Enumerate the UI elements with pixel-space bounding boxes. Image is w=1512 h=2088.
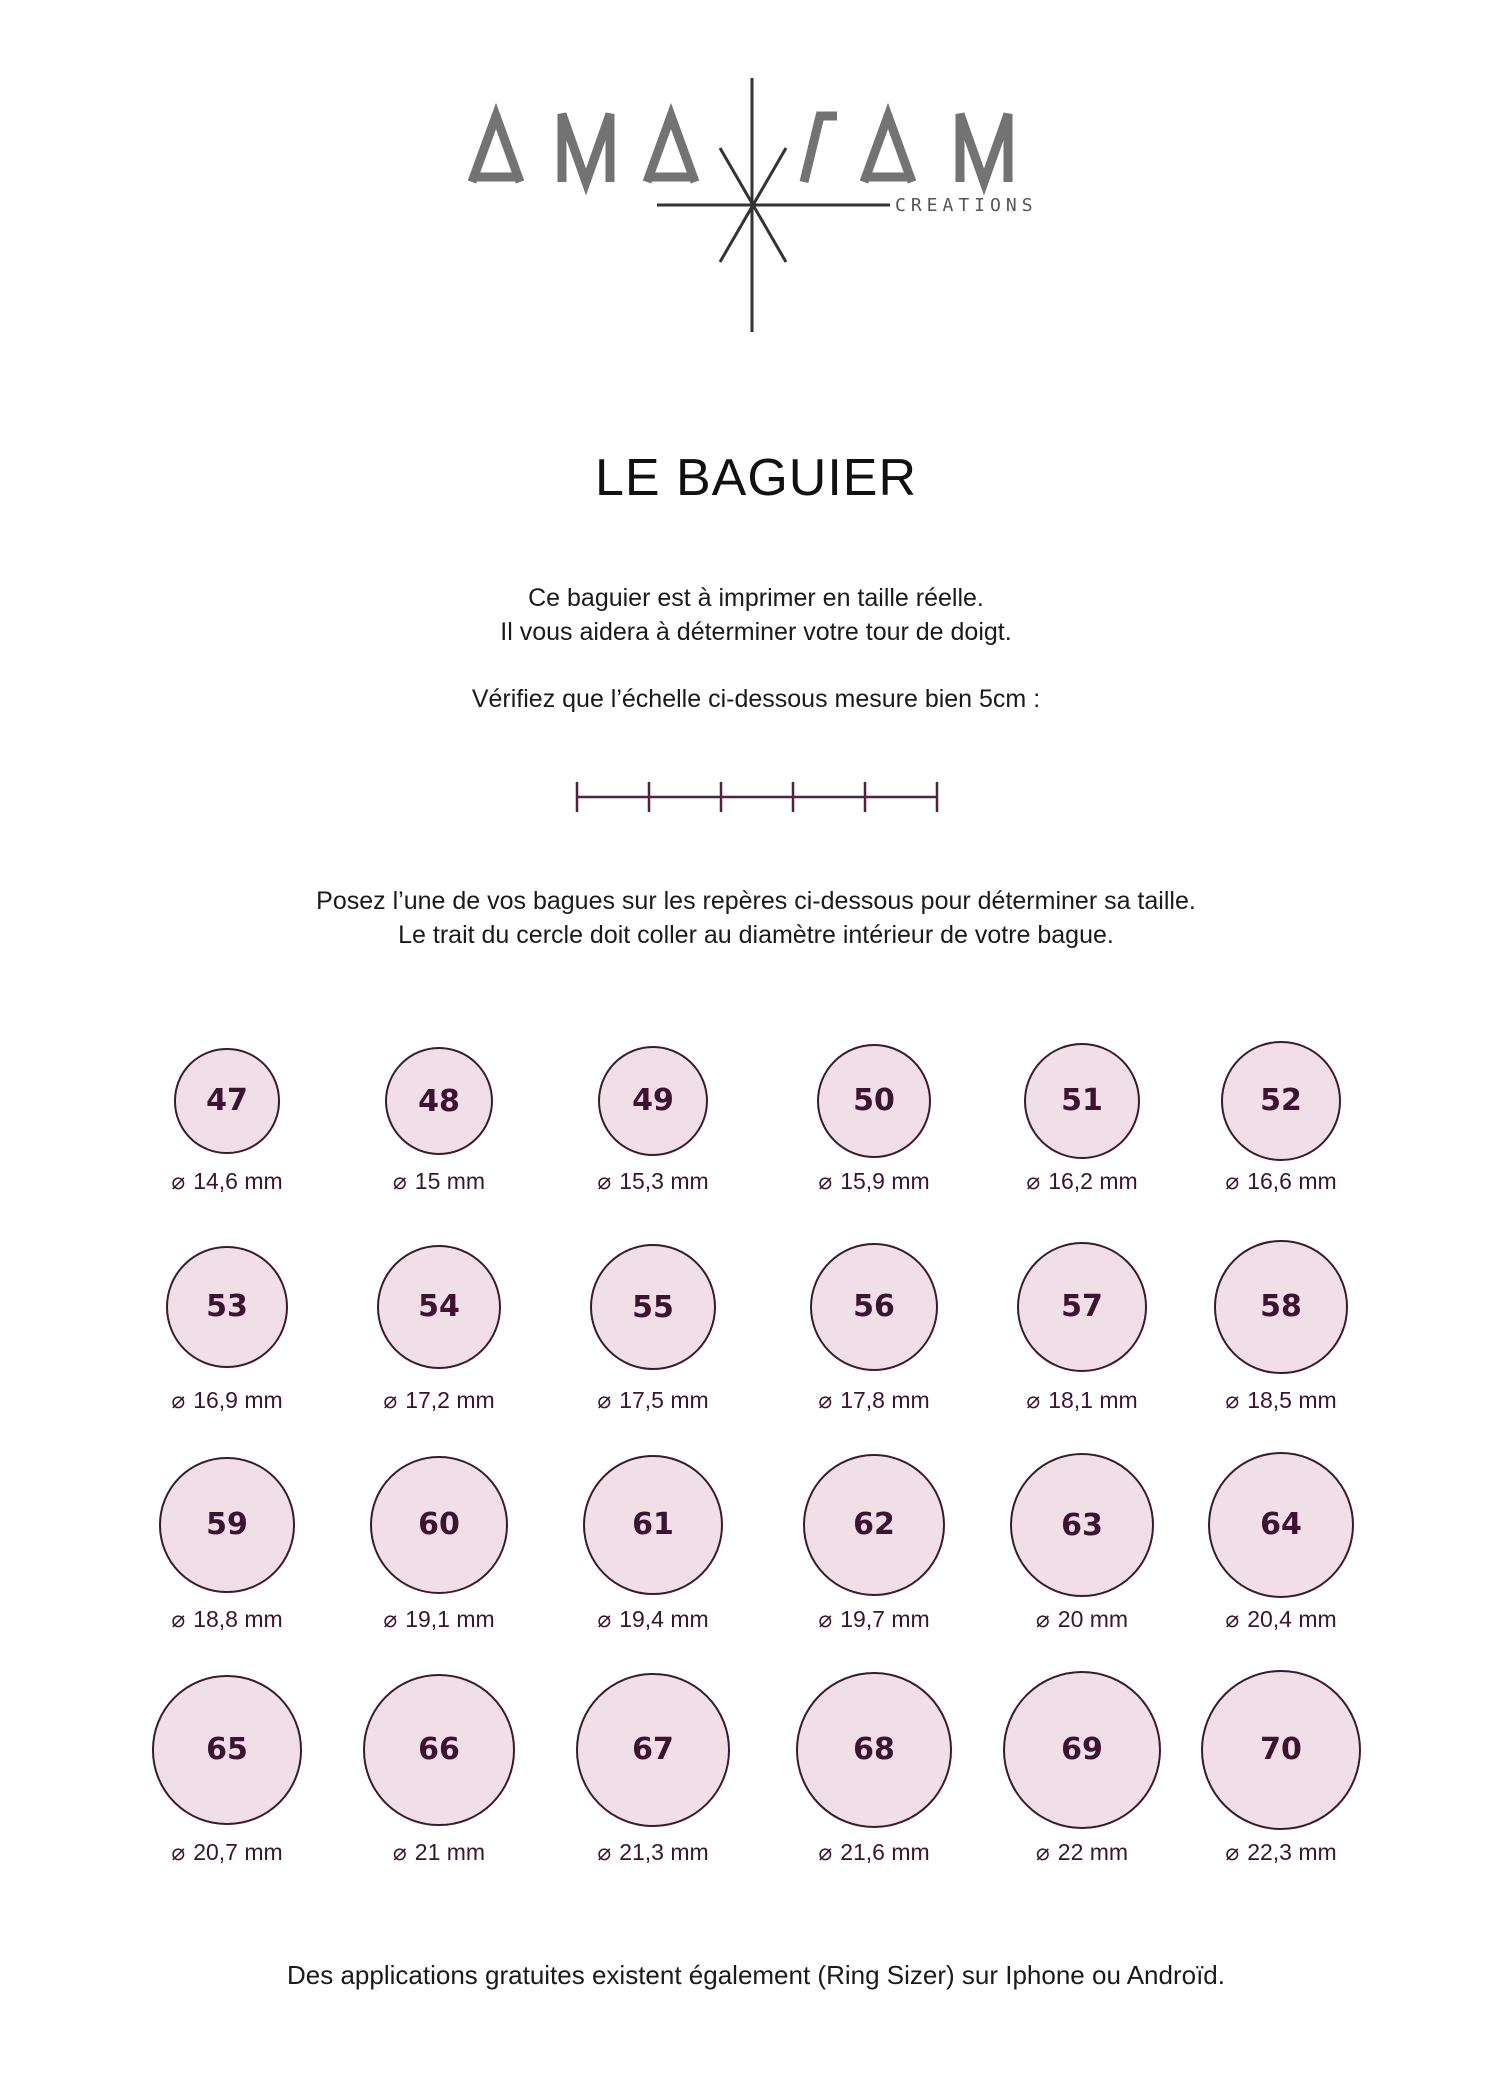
ring-diameter-label: [339, 1606, 539, 1633]
diameter-icon: ⌀: [1225, 1168, 1240, 1194]
ring-diameter-value: 18,1 mm: [1048, 1387, 1138, 1413]
diameter-icon: ⌀: [818, 1839, 833, 1865]
ring-diameter-label: [339, 1168, 539, 1195]
ring-diameter-value: 22,3 mm: [1247, 1839, 1337, 1865]
diameter-icon: ⌀: [1225, 1387, 1240, 1413]
diameter-icon: ⌀: [1225, 1839, 1240, 1865]
ring-diameter-label: [1181, 1606, 1381, 1633]
diameter-icon: ⌀: [392, 1839, 407, 1865]
ring-size-65: 65: [152, 1675, 301, 1824]
ring-size-62: 62: [803, 1454, 945, 1596]
ring-diameter-label: [553, 1839, 753, 1866]
diameter-icon: ⌀: [171, 1168, 186, 1194]
ring-diameter-value: 19,1 mm: [405, 1606, 495, 1632]
ring-diameter-label: [982, 1168, 1182, 1195]
ring-size-59: 59: [159, 1457, 294, 1592]
diameter-icon: ⌀: [1035, 1606, 1050, 1632]
ring-diameter-label: [339, 1839, 539, 1866]
ring-size-63: 63: [1010, 1453, 1154, 1597]
diameter-icon: ⌀: [392, 1168, 407, 1194]
logo-tagline: CREATIONS: [895, 195, 1038, 216]
ring-size-57: 57: [1017, 1242, 1147, 1372]
ring-diameter-label: [1181, 1168, 1381, 1195]
ring-diameter-label: [1181, 1839, 1381, 1866]
ring-size-67: 67: [576, 1673, 729, 1826]
ring-diameter-label: [553, 1387, 753, 1414]
ring-diameter-value: 20,4 mm: [1247, 1606, 1337, 1632]
ring-size-64: 64: [1208, 1452, 1355, 1599]
ring-diameter-value: 15,9 mm: [840, 1168, 930, 1194]
ring-size-61: 61: [583, 1455, 723, 1595]
intro-line-1: Ce baguier est à imprimer en taille réelle.: [528, 584, 984, 612]
diameter-icon: ⌀: [818, 1168, 833, 1194]
ring-size-66: 66: [363, 1674, 514, 1825]
ring-diameter-label: [339, 1387, 539, 1414]
ring-diameter-label: [982, 1606, 1182, 1633]
ring-diameter-value: 17,2 mm: [405, 1387, 495, 1413]
ring-diameter-value: 18,5 mm: [1247, 1387, 1337, 1413]
ring-diameter-label: [1181, 1387, 1381, 1414]
ring-diameter-value: 21 mm: [414, 1839, 486, 1865]
ring-diameter-label: [982, 1387, 1182, 1414]
ring-diameter-label: [774, 1839, 974, 1866]
diameter-icon: ⌀: [171, 1606, 186, 1632]
diameter-icon: ⌀: [1026, 1387, 1041, 1413]
ring-diameter-value: 15 mm: [414, 1168, 486, 1194]
ring-diameter-value: 16,9 mm: [193, 1387, 283, 1413]
ring-diameter-value: 19,7 mm: [840, 1606, 930, 1632]
ring-diameter-value: 20,7 mm: [193, 1839, 283, 1865]
ring-size-48: 48: [385, 1047, 493, 1155]
ring-diameter-value: 14,6 mm: [193, 1168, 283, 1194]
ring-diameter-value: 17,8 mm: [840, 1387, 930, 1413]
ring-size-58: 58: [1214, 1240, 1347, 1373]
ring-diameter-value: 21,3 mm: [619, 1839, 709, 1865]
ring-diameter-value: 20 mm: [1057, 1606, 1129, 1632]
ring-diameter-value: 16,2 mm: [1048, 1168, 1138, 1194]
intro-line-3: Vérifiez que l’échelle ci-dessous mesure bien 5cm :: [471, 685, 1041, 713]
diameter-icon: ⌀: [171, 1387, 186, 1413]
ring-size-55: 55: [590, 1244, 716, 1370]
ring-diameter-label: [127, 1168, 327, 1195]
ring-size-68: 68: [796, 1672, 952, 1828]
ring-diameter-label: [127, 1606, 327, 1633]
diameter-icon: ⌀: [1026, 1168, 1041, 1194]
ring-size-54: 54: [377, 1245, 501, 1369]
ring-size-70: 70: [1201, 1670, 1362, 1831]
diameter-icon: ⌀: [1225, 1606, 1240, 1632]
diameter-icon: ⌀: [597, 1606, 612, 1632]
intro-line-2: Il vous aidera à déterminer votre tour de doigt.: [500, 618, 1012, 646]
ring-diameter-value: 16,6 mm: [1247, 1168, 1337, 1194]
ring-diameter-label: [127, 1839, 327, 1866]
page-title: LE BAGUIER: [594, 449, 918, 507]
diameter-icon: ⌀: [383, 1387, 398, 1413]
diameter-icon: ⌀: [383, 1606, 398, 1632]
diameter-icon: ⌀: [597, 1839, 612, 1865]
ring-diameter-label: [774, 1387, 974, 1414]
ring-size-50: 50: [817, 1044, 931, 1158]
ring-diameter-label: [982, 1839, 1182, 1866]
ring-size-60: 60: [370, 1456, 508, 1594]
ring-diameter-value: 15,3 mm: [619, 1168, 709, 1194]
ring-diameter-value: 22 mm: [1057, 1839, 1129, 1865]
ring-size-49: 49: [598, 1046, 708, 1156]
diameter-icon: ⌀: [818, 1606, 833, 1632]
ring-diameter-value: 19,4 mm: [619, 1606, 709, 1632]
diameter-icon: ⌀: [1035, 1839, 1050, 1865]
diameter-icon: ⌀: [597, 1387, 612, 1413]
footer-note: Des applications gratuites existent également (Ring Sizer) sur Iphone ou Androïd.: [287, 1960, 1225, 1990]
diameter-icon: ⌀: [818, 1387, 833, 1413]
ring-diameter-label: [774, 1606, 974, 1633]
ring-size-56: 56: [810, 1243, 938, 1371]
ring-size-69: 69: [1003, 1671, 1161, 1829]
ring-size-47: 47: [174, 1048, 279, 1153]
ring-diameter-value: 18,8 mm: [193, 1606, 283, 1632]
diameter-icon: ⌀: [171, 1839, 186, 1865]
ring-size-52: 52: [1221, 1041, 1341, 1161]
instructions-line-2: Le trait du cercle doit coller au diamètre intérieur de votre bague.: [398, 921, 1114, 949]
instructions-line-1: Posez l’une de vos bagues sur les repères ci-dessous pour déterminer sa taille.: [316, 887, 1196, 915]
ring-diameter-label: [553, 1168, 753, 1195]
ring-diameter-label: [553, 1606, 753, 1633]
ring-diameter-label: [774, 1168, 974, 1195]
diameter-icon: ⌀: [597, 1168, 612, 1194]
ring-size-51: 51: [1024, 1043, 1141, 1160]
ring-size-53: 53: [166, 1246, 288, 1368]
ring-diameter-value: 17,5 mm: [619, 1387, 709, 1413]
ring-diameter-value: 21,6 mm: [840, 1839, 930, 1865]
ring-diameter-label: [127, 1387, 327, 1414]
